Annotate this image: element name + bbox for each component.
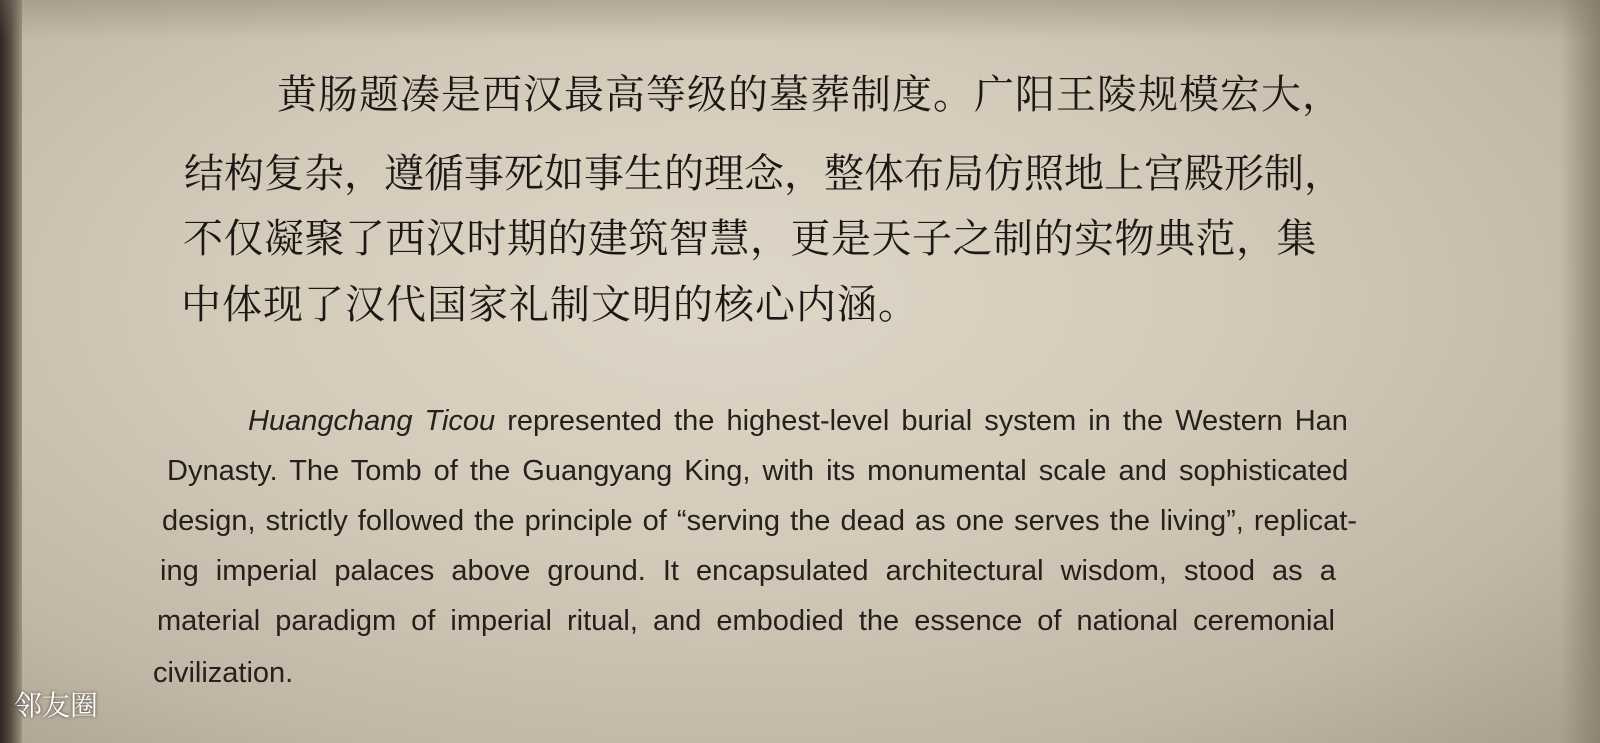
panel-top-shadow — [0, 0, 1600, 40]
english-line-3: design, strictly followed the principle of “serving the dead as one serves the living”, replicat- — [162, 505, 1358, 537]
english-line-2: Dynasty. The Tomb of the Guangyang King, with its monumental scale and sophisticated — [167, 455, 1349, 487]
chinese-line-2: 结构复杂，遵循事死如事生的理念，整体布局仿照地上宫殿形制， — [184, 151, 1344, 197]
english-line-6: civilization. — [153, 657, 294, 689]
english-line-1-text: represented the highest-level burial system in the Western Han — [495, 405, 1348, 437]
watermark-label: 邻友圈 — [14, 689, 99, 722]
chinese-line-3: 不仅凝聚了西汉时期的建筑智慧，更是天子之制的实物典范，集 — [183, 216, 1317, 262]
chinese-line-4: 中体现了汉代国家礼制文明的核心内涵。 — [181, 282, 919, 328]
panel-left-frame-edge — [0, 0, 22, 743]
english-line-4: ing imperial palaces above ground. It encapsulated architectural wisdom, stood as a — [160, 555, 1336, 587]
chinese-line-1: 黄肠题凑是西汉最高等级的墓葬制度。广阳王陵规模宏大， — [277, 72, 1343, 118]
panel-right-shadow — [1560, 0, 1600, 743]
english-line-1 — [248, 403, 1348, 439]
english-italic-term: Huangchang Ticou — [248, 405, 496, 437]
english-line-5: material paradigm of imperial ritual, and embodied the essence of national ceremonial — [157, 605, 1335, 637]
